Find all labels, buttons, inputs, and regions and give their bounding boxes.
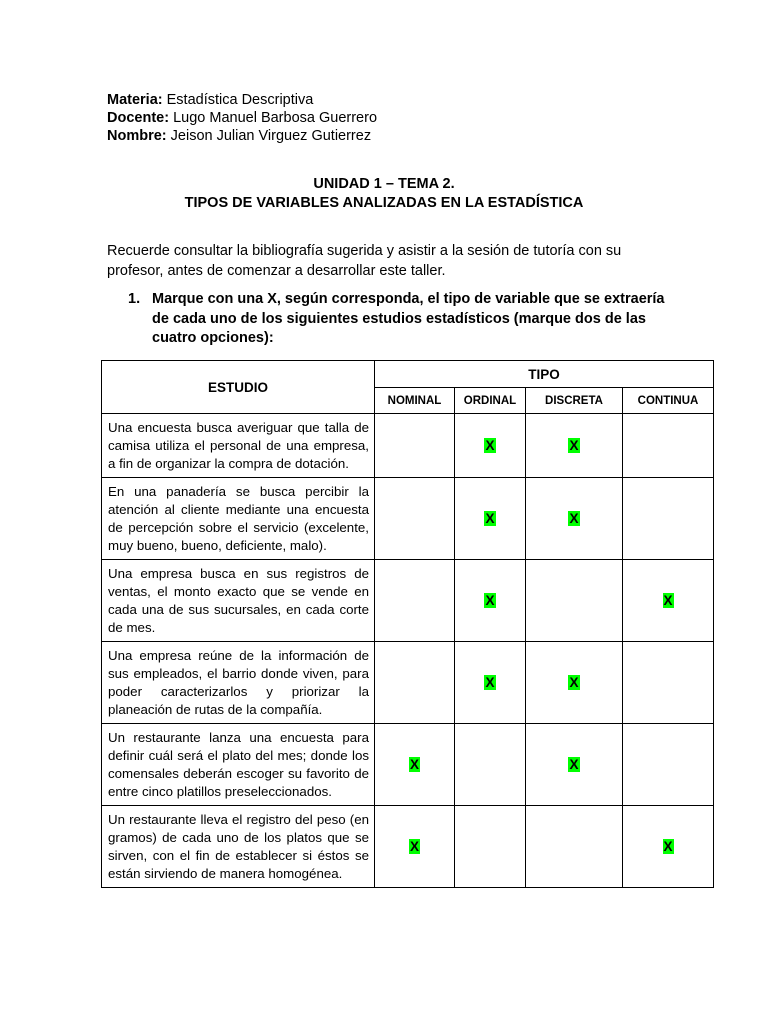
x-mark: X <box>485 674 495 690</box>
header-nombre <box>107 127 377 145</box>
table-row <box>102 414 714 478</box>
title-unit: UNIDAD 1 – TEMA 2. <box>313 176 455 192</box>
title-topic: TIPOS DE VARIABLES ANALIZADAS EN LA ESTADÍSTICA <box>184 195 584 211</box>
question-text: Marque con una X, según corresponda, el tipo de variable que se extraería de cada uno de los siguientes estudios estadísticos (marque dos de las cuatro opciones): <box>152 291 665 346</box>
x-mark: X <box>569 756 579 772</box>
x-mark: X <box>409 838 419 854</box>
x-mark: X <box>409 756 419 772</box>
table-row <box>102 724 714 806</box>
question-number: 1. <box>128 291 141 307</box>
header-estudio: ESTUDIO <box>102 361 375 414</box>
mark-cell-nominal <box>375 414 455 478</box>
mark-cell-continua <box>623 642 714 724</box>
study-description: Un restaurante lleva el registro del peso (en gramos) de cada uno de los platos que se sirven, con el fin de establecer si éstos se están sirviendo de manera homogénea. <box>102 806 375 888</box>
x-mark: X <box>569 674 579 690</box>
table-row <box>102 560 714 642</box>
intro-paragraph: Recuerde consultar la bibliografía sugerida y asistir a la sesión de tutoría con su profesor, antes de comenzar a desarrollar este taller. <box>107 243 622 279</box>
table-row <box>102 642 714 724</box>
x-mark: X <box>663 592 673 608</box>
header-ordinal: ORDINAL <box>455 388 526 414</box>
mark-cell-nominal <box>375 642 455 724</box>
variable-type-table <box>101 360 714 888</box>
docente-label: Docente: <box>107 110 170 126</box>
header-nominal: NOMINAL <box>375 388 455 414</box>
materia-label: Materia: <box>107 92 163 108</box>
header-tipo: TIPO <box>375 361 714 388</box>
study-description: Una empresa reúne de la información de sus empleados, el barrio donde viven, para poder caracterizarlos y priorizar la planeación de rutas de la compañía. <box>102 642 375 724</box>
study-description: Una encuesta busca averiguar que talla de camisa utiliza el personal de una empresa, a fin de organizar la compra de dotación. <box>102 414 375 478</box>
document-header <box>107 91 377 145</box>
table-row <box>102 806 714 888</box>
mark-cell-discreta <box>526 642 623 724</box>
document-title <box>100 175 668 213</box>
nombre-value: Jeison Julian Virguez Gutierrez <box>170 128 372 144</box>
study-description: En una panadería se busca percibir la atención al cliente mediante una encuesta de percepción sobre el servicio (excelente, muy bueno, bueno, deficiente, malo). <box>102 478 375 560</box>
docente-value: Lugo Manuel Barbosa Guerrero <box>173 110 378 126</box>
mark-cell-nominal <box>375 724 455 806</box>
mark-cell-discreta <box>526 478 623 560</box>
mark-cell-nominal <box>375 478 455 560</box>
mark-cell-continua <box>623 414 714 478</box>
mark-cell-ordinal <box>455 642 526 724</box>
mark-cell-nominal <box>375 806 455 888</box>
x-mark: X <box>485 510 495 526</box>
table-row <box>102 478 714 560</box>
mark-cell-continua <box>623 724 714 806</box>
header-docente <box>107 109 377 127</box>
table-body <box>102 414 714 888</box>
header-discreta: DISCRETA <box>526 388 623 414</box>
header-materia <box>107 91 377 109</box>
x-mark: X <box>569 510 579 526</box>
mark-cell-continua <box>623 560 714 642</box>
x-mark: X <box>663 838 673 854</box>
mark-cell-ordinal <box>455 806 526 888</box>
question-1 <box>128 290 668 349</box>
mark-cell-nominal <box>375 560 455 642</box>
nombre-label: Nombre: <box>107 128 167 144</box>
materia-value: Estadística Descriptiva <box>166 92 314 108</box>
mark-cell-discreta <box>526 806 623 888</box>
mark-cell-discreta <box>526 414 623 478</box>
header-continua: CONTINUA <box>623 388 714 414</box>
mark-cell-ordinal <box>455 724 526 806</box>
x-mark: X <box>485 437 495 453</box>
mark-cell-discreta <box>526 560 623 642</box>
x-mark: X <box>485 592 495 608</box>
mark-cell-ordinal <box>455 414 526 478</box>
mark-cell-ordinal <box>455 478 526 560</box>
mark-cell-continua <box>623 806 714 888</box>
study-description: Una empresa busca en sus registros de ventas, el monto exacto que se vende en cada una de sus sucursales, en cada corte de mes. <box>102 560 375 642</box>
x-mark: X <box>569 437 579 453</box>
mark-cell-discreta <box>526 724 623 806</box>
study-description: Un restaurante lanza una encuesta para definir cuál será el plato del mes; donde los comensales deberán escoger su favorito de entre cinco platillos preseleccionados. <box>102 724 375 806</box>
mark-cell-ordinal <box>455 560 526 642</box>
mark-cell-continua <box>623 478 714 560</box>
